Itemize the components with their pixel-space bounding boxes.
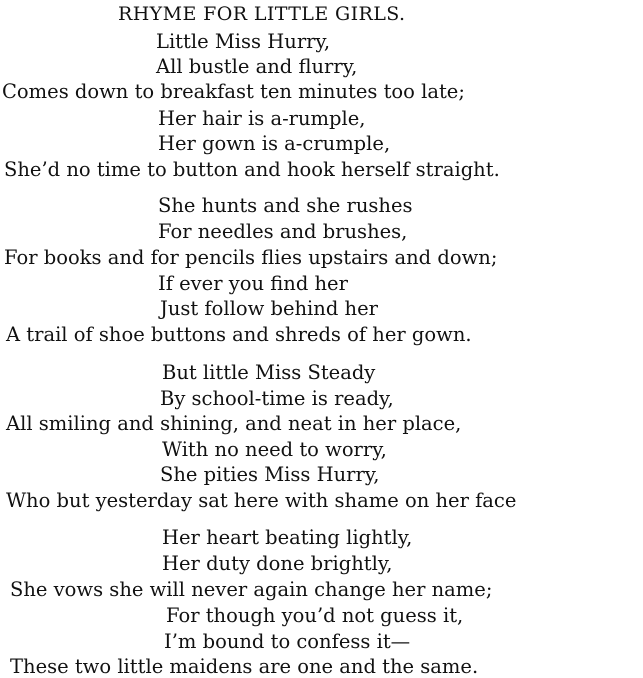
poem-line: She hunts and she rushes (158, 194, 413, 217)
poem-line: Who but yesterday sat here with shame on her face (6, 489, 517, 512)
poem-line: Little Miss Hurry, (156, 30, 331, 53)
poem-line: She vows she will never again change her name; (10, 578, 493, 601)
poem-line: Her heart beating lightly, (162, 526, 413, 549)
poem-line: For books and for pencils flies upstairs and down; (4, 246, 498, 269)
poem-line: But little Miss Steady (162, 361, 376, 384)
poem-line: She’d no time to button and hook herself straight. (4, 158, 500, 181)
poem-line: For needles and brushes, (158, 220, 408, 243)
poem-line: A trail of shoe buttons and shreds of her gown. (6, 323, 472, 346)
poem-line: Her duty done brightly, (162, 552, 393, 575)
poem-line: She pities Miss Hurry, (160, 463, 380, 486)
poem-line: Her hair is a-rumple, (158, 107, 366, 130)
poem-line: All bustle and flurry, (156, 55, 358, 78)
poem-line: Comes down to breakfast ten minutes too late; (2, 80, 465, 103)
poem-line: For though you’d not guess it, (166, 604, 464, 627)
poem-line: Her gown is a-crumple, (158, 132, 391, 155)
poem-line: With no need to worry, (162, 438, 387, 461)
poem-title: RHYME FOR LITTLE GIRLS. (118, 3, 406, 25)
poem-line: Just follow behind her (160, 297, 378, 320)
poem-line: I’m bound to confess it— (164, 630, 411, 653)
poem-line: All smiling and shining, and neat in her place, (6, 412, 462, 435)
poem-line: These two little maidens are one and the same. (10, 655, 479, 678)
poem-line: If ever you find her (158, 272, 348, 295)
poem-line: By school-time is ready, (160, 387, 394, 410)
